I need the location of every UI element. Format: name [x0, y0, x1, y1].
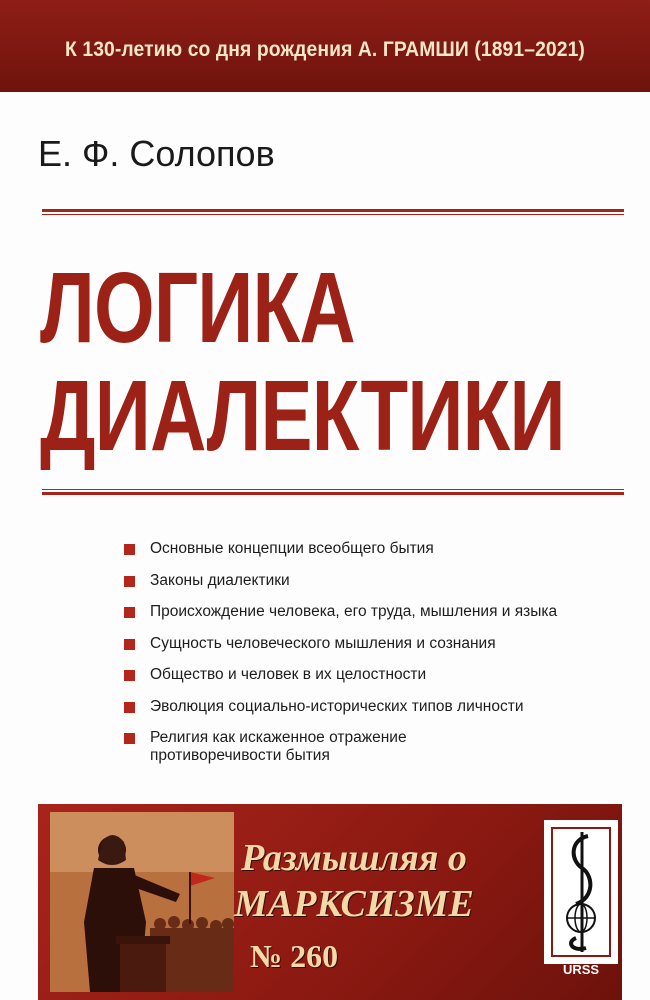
series-title-line-2: МАРКСИЗМЕ	[234, 883, 474, 925]
bullet-square-icon	[124, 733, 135, 744]
publisher-emblem-icon	[546, 822, 616, 962]
book-title-line-1: ЛОГИКА	[40, 252, 355, 364]
list-item: Эволюция социально-исторических типов личности	[124, 698, 624, 716]
topics-list	[124, 540, 624, 765]
anniversary-text: К 130-летию со дня рождения А. ГРАМШИ (1891–2021)	[65, 38, 585, 61]
bullet-square-icon	[124, 702, 135, 713]
divider-top	[42, 209, 624, 215]
list-item: Основные концепции всеобщего бытия	[124, 540, 624, 558]
top-banner	[0, 0, 650, 92]
series-title-line-1: Размышляя о	[241, 837, 467, 879]
publisher-name: URSS	[562, 962, 600, 977]
list-item: Общество и человек в их целостности	[124, 666, 624, 684]
bullet-square-icon	[124, 544, 135, 555]
series-number: № 260	[250, 938, 339, 974]
list-item: Сущность человеческого мышления и сознания	[124, 635, 624, 653]
bullet-square-icon	[124, 576, 135, 587]
list-item: Законы диалектики	[124, 572, 624, 590]
divider-bottom	[42, 489, 624, 495]
publisher-logo	[544, 820, 618, 964]
book-title-line-2: ДИАЛЕКТИКИ	[40, 360, 565, 472]
bullet-square-icon	[124, 670, 135, 681]
bullet-square-icon	[124, 639, 135, 650]
author-name: Е. Ф. Солопов	[38, 133, 275, 174]
list-item: Происхождение человека, его труда, мышления и языка	[124, 603, 624, 621]
bullet-square-icon	[124, 607, 135, 618]
list-item: Религия как искаженное отражение противоречивости бытия	[124, 729, 624, 765]
